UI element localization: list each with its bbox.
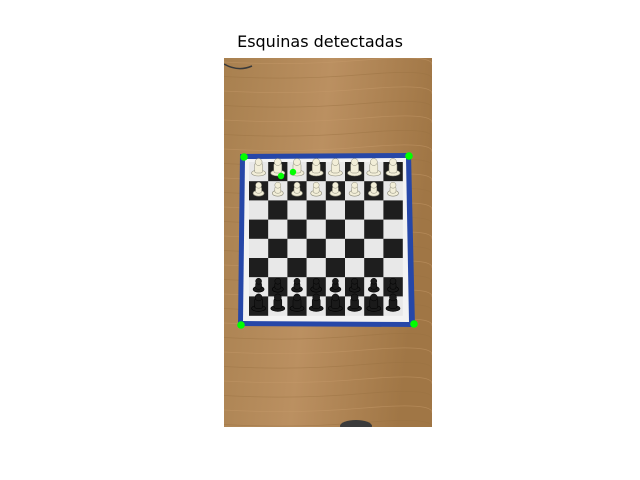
board-square — [364, 239, 383, 258]
board-square — [326, 258, 345, 277]
piece-head — [352, 278, 358, 284]
board-square — [326, 239, 345, 258]
piece-head — [332, 278, 338, 284]
piece-head — [256, 278, 262, 284]
board-square — [383, 239, 402, 258]
piece-head — [332, 294, 339, 301]
board-square — [249, 258, 268, 277]
piece-head — [294, 182, 300, 188]
piece-head — [370, 294, 377, 301]
corner-marker — [405, 152, 413, 160]
board-square — [345, 239, 364, 258]
board-square — [287, 239, 306, 258]
piece-head — [274, 294, 281, 301]
piece-head — [352, 182, 358, 188]
board-square — [287, 200, 306, 219]
piece-head — [390, 278, 396, 284]
piece-head — [371, 182, 377, 188]
piece-head — [274, 159, 281, 166]
board-square — [307, 258, 326, 277]
piece-head — [370, 159, 377, 166]
piece-head — [275, 278, 281, 284]
piece-head — [390, 159, 397, 166]
board-square — [268, 258, 287, 277]
board-square — [345, 200, 364, 219]
piece-head — [275, 182, 281, 188]
piece-head — [390, 182, 396, 188]
board-square — [383, 220, 402, 239]
corner-marker — [237, 321, 245, 329]
board-square — [307, 220, 326, 239]
board-square — [268, 239, 287, 258]
piece-head — [255, 159, 262, 166]
board-square — [383, 200, 402, 219]
piece-head — [313, 294, 320, 301]
corner-marker — [240, 153, 248, 161]
piece-head — [255, 294, 262, 301]
piece-head — [294, 159, 301, 166]
piece-head — [351, 294, 358, 301]
piece-head — [294, 278, 300, 284]
piece-head — [351, 159, 358, 166]
piece-head — [294, 294, 301, 301]
piece-head — [371, 278, 377, 284]
board-square — [364, 220, 383, 239]
detection-mark — [290, 169, 296, 175]
piece-head — [313, 182, 319, 188]
chessboard-photo — [224, 58, 432, 427]
piece-head — [256, 182, 262, 188]
board-square — [326, 200, 345, 219]
board-square — [287, 258, 306, 277]
piece-head — [313, 159, 320, 166]
board-square — [307, 239, 326, 258]
board-square — [307, 200, 326, 219]
board-square — [383, 258, 402, 277]
figure-title: Esquinas detectadas — [237, 32, 403, 51]
board-square — [268, 220, 287, 239]
board-square — [268, 200, 287, 219]
piece-head — [313, 278, 319, 284]
board-square — [287, 220, 306, 239]
detection-mark — [278, 173, 284, 179]
corner-marker — [410, 320, 418, 328]
piece-head — [332, 159, 339, 166]
board-squares — [249, 162, 403, 316]
board-square — [364, 200, 383, 219]
board-square — [249, 239, 268, 258]
board-square — [326, 220, 345, 239]
board-square — [345, 220, 364, 239]
board-square — [249, 200, 268, 219]
board-square — [364, 258, 383, 277]
piece-head — [390, 294, 397, 301]
board-square — [345, 258, 364, 277]
board-square — [249, 220, 268, 239]
piece-head — [332, 182, 338, 188]
